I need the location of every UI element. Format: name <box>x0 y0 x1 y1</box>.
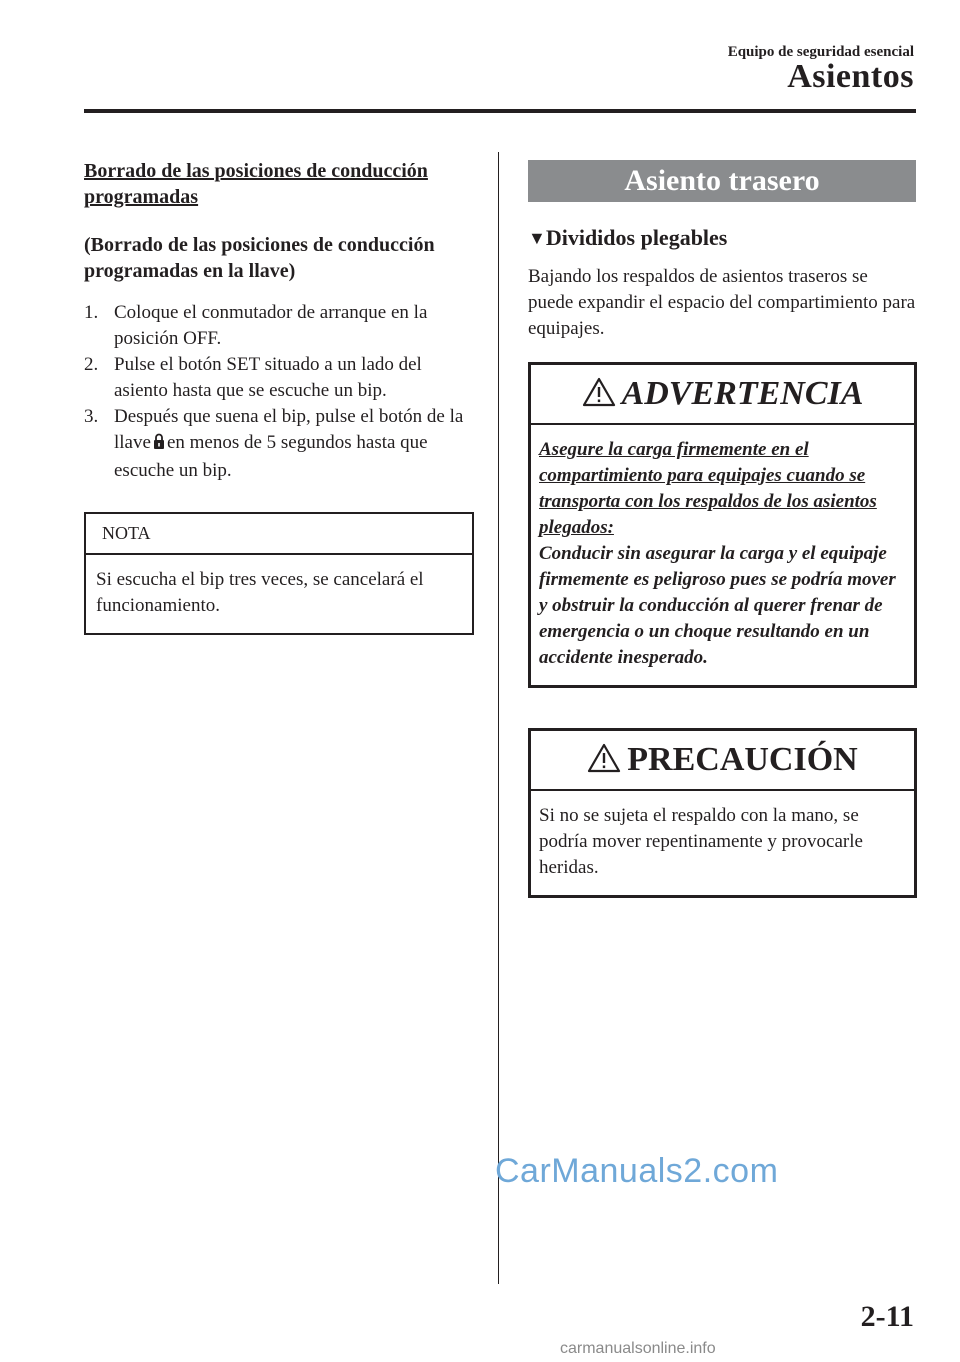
list-item <box>84 352 472 404</box>
step-text: Pulse el botón SET situado a un lado del asiento hasta que se escuche un bip. <box>114 354 422 401</box>
step-text-after: en menos de 5 segundos hasta que escuche un bip. <box>114 432 428 481</box>
note-title: NOTA <box>86 514 472 555</box>
list-item <box>84 404 472 484</box>
warning-box <box>528 362 917 688</box>
section-title: Asientos <box>787 58 914 95</box>
step-number: 1. <box>84 302 99 323</box>
erase-key-subheading: (Borrado de las posiciones de conducción programadas en la llave) <box>84 234 435 282</box>
left-column <box>84 158 472 635</box>
note-body: Si escucha el bip tres veces, se cancelará el funcionamiento. <box>96 569 424 616</box>
caution-box <box>528 728 917 898</box>
steps-list <box>84 300 472 484</box>
watermark: CarManuals2.com <box>495 1152 779 1190</box>
right-column <box>528 160 916 898</box>
footer-site-link[interactable]: carmanualsonline.info <box>560 1340 716 1357</box>
page-number: 2-11 <box>860 1300 914 1333</box>
step-text: Coloque el conmutador de arranque en la posición OFF. <box>114 302 428 349</box>
caution-header <box>531 731 914 791</box>
item-heading-text: Divididos plegables <box>545 225 728 250</box>
warning-triangle-icon <box>587 743 621 778</box>
caution-title: PRECAUCIÓN <box>627 741 858 778</box>
warning-header <box>531 365 914 425</box>
step-number: 2. <box>84 354 99 375</box>
warning-text: Conducir sin asegurar la carga y el equipaje firmemente es peligroso pues se podría mover y obstruir la conducción al querer frenar de emergencia o un choque resultando en un accidente inesperado. <box>539 543 896 668</box>
erase-positions-heading: Borrado de las posiciones de conducción programadas <box>84 160 428 208</box>
down-triangle-icon: ▼ <box>528 228 546 248</box>
step-number: 3. <box>84 406 99 427</box>
warning-triangle-icon <box>582 377 616 412</box>
intro-paragraph: Bajando los respaldos de asientos traseros se puede expandir el espacio del compartimiento para equipajes. <box>528 266 916 339</box>
column-divider <box>498 152 499 1284</box>
list-item <box>84 300 472 352</box>
key-lock-icon <box>153 432 165 458</box>
item-heading <box>528 224 916 252</box>
warning-lead: Asegure la carga firmemente en el compartimiento para equipajes cuando se transporta con los respaldos de los asientos plegados: <box>539 439 877 538</box>
step-text-before: Después que suena el bip, pulse el botón de la llave <box>114 406 464 453</box>
section-banner: Asiento trasero <box>528 160 916 202</box>
warning-title: ADVERTENCIA <box>621 375 864 412</box>
note-box <box>84 512 474 635</box>
caution-body: Si no se sujeta el respaldo con la mano, se podría mover repentinamente y provocarle heridas. <box>539 805 863 878</box>
chapter-title: Equipo de seguridad esencial <box>727 44 914 60</box>
header-rule <box>84 109 916 113</box>
warning-body <box>531 425 914 685</box>
